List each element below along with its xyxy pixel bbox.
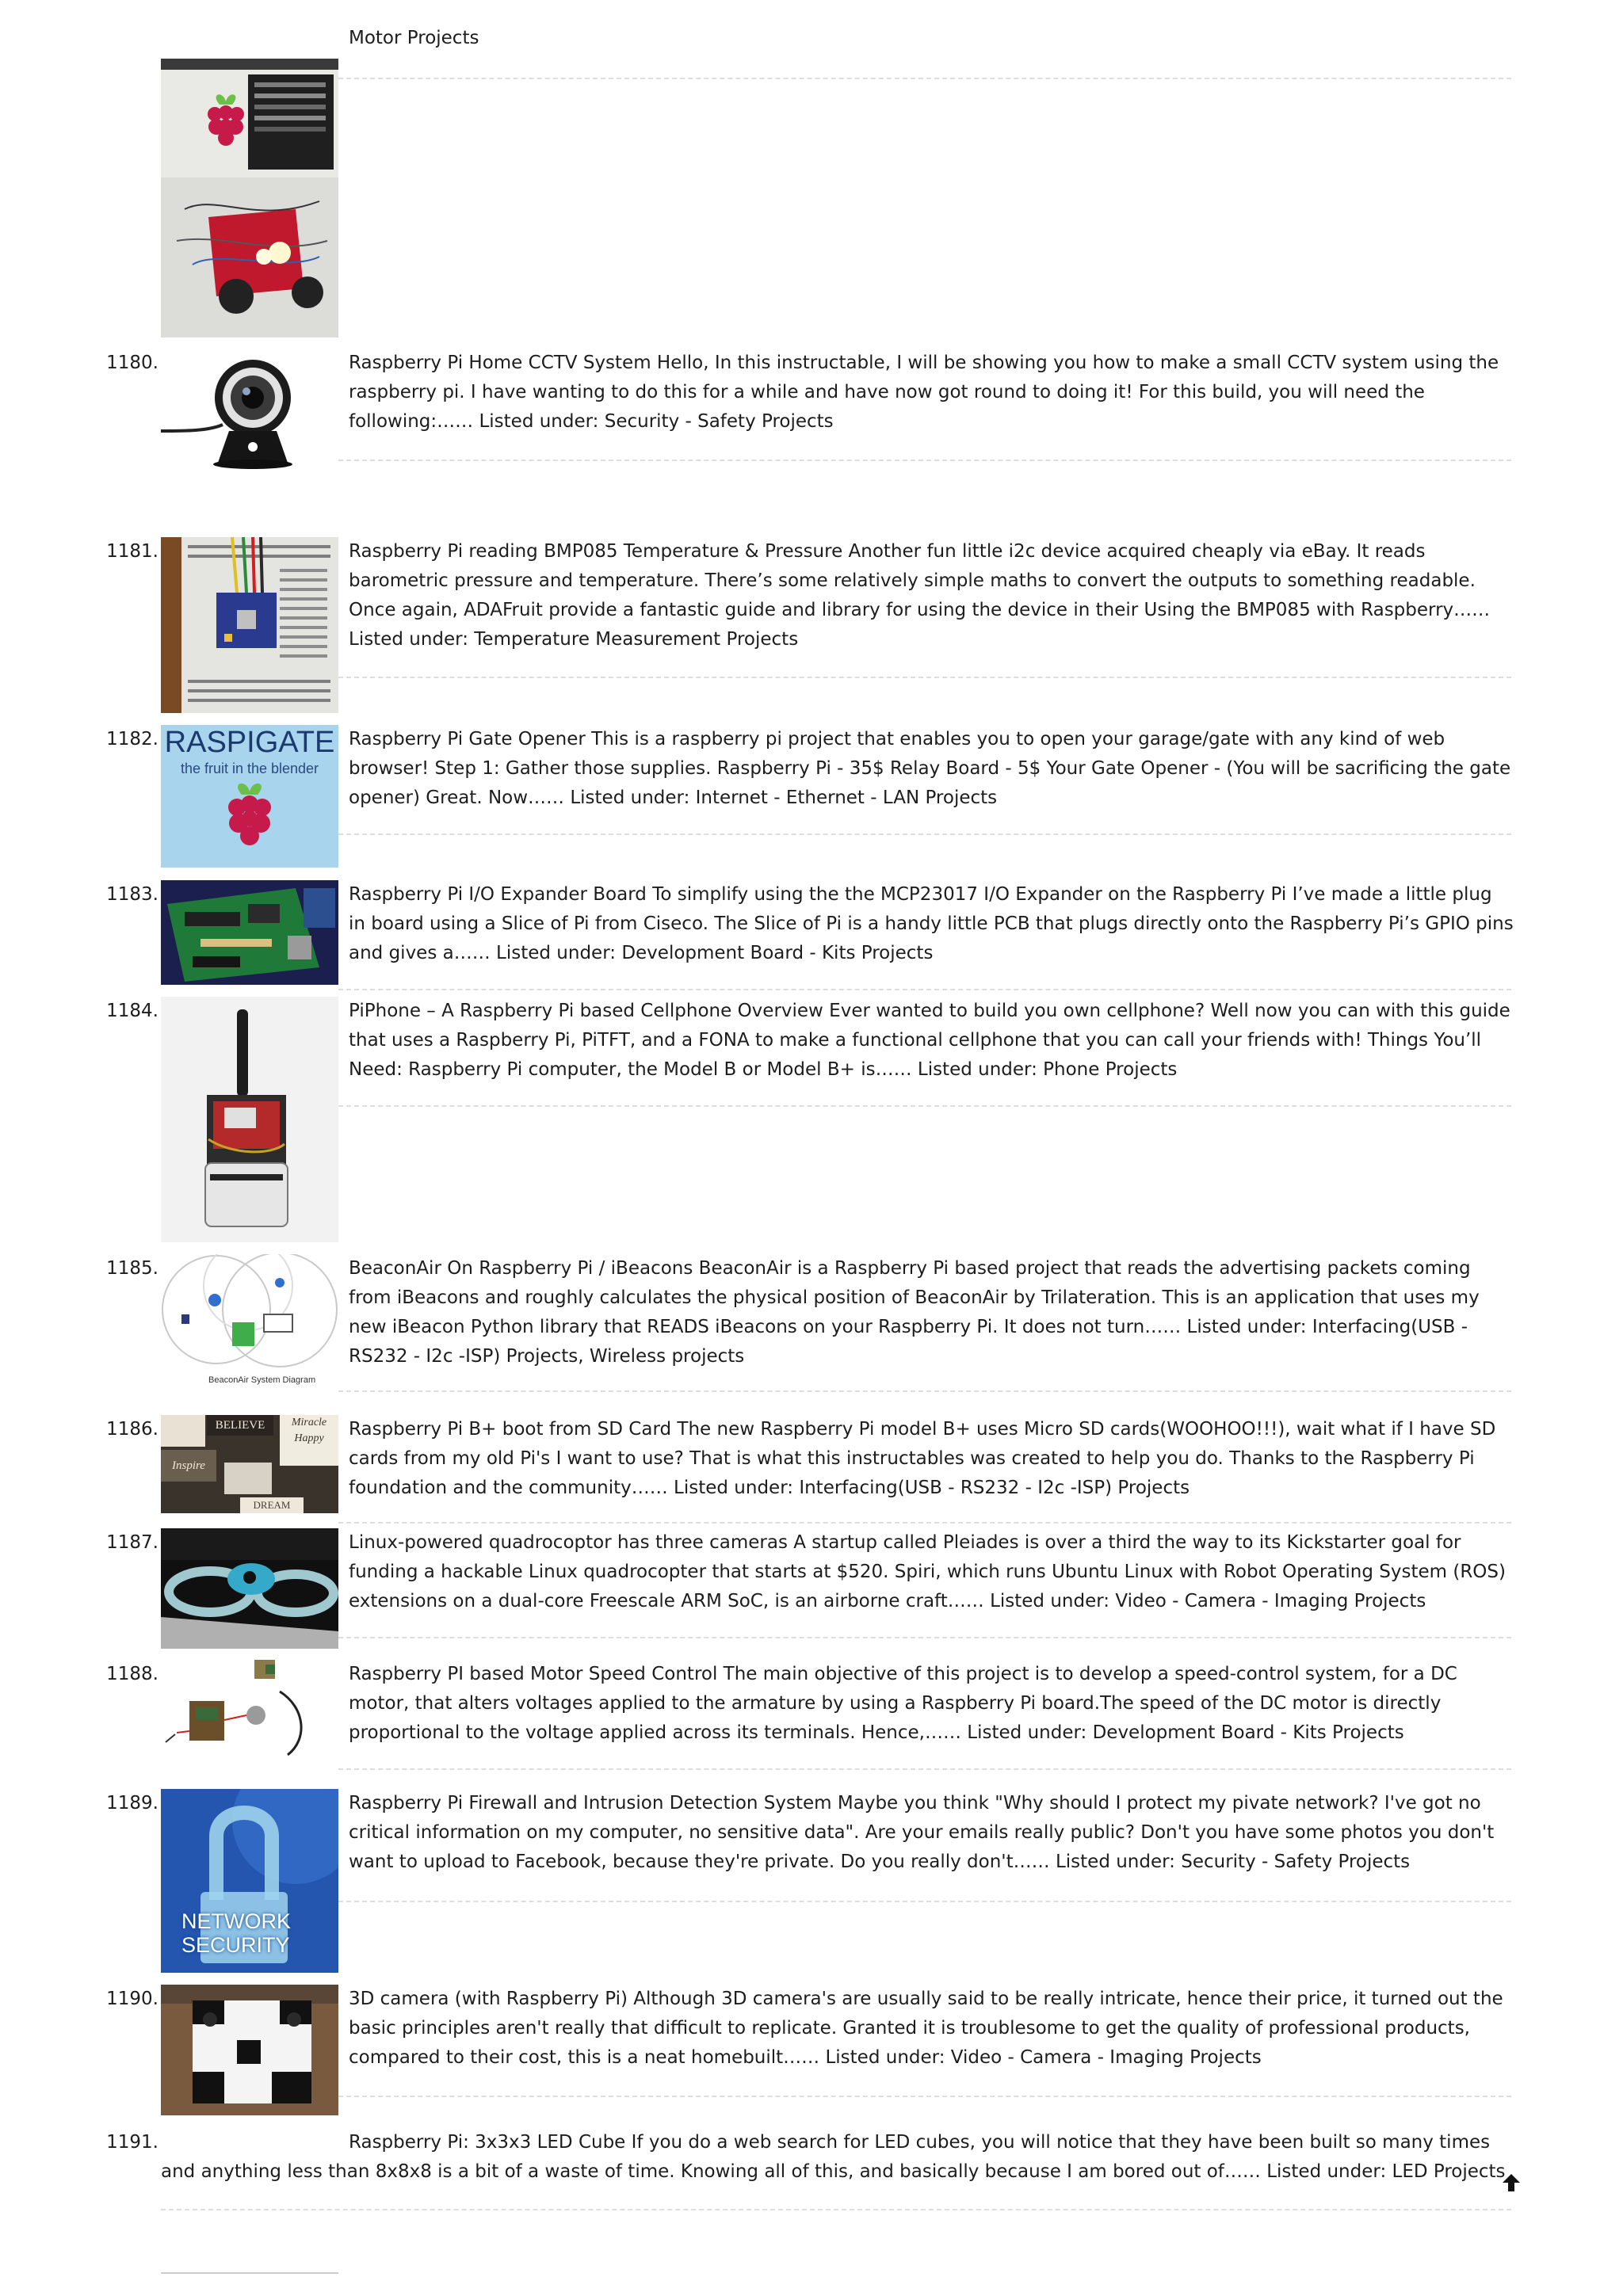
- raspberry-logo-icon: [161, 777, 338, 866]
- item-number: 1185.: [106, 1258, 158, 1279]
- item-divider: [338, 460, 1511, 461]
- item-description[interactable]: BeaconAir On Raspberry Pi / iBeacons BeaconAir is a Raspberry Pi based project that reads the advertising packets coming from iBeacons and roughly calculates the physical position of BeaconAir by Trilateration. This is an application that uses my new iBeacon Python library that READS iBeacons on your Raspberry Pi. It does not turn…… Listed under: Interfacing(USB - RS232 - I2c -ISP) Projects, Wireless projects: [349, 1258, 1480, 1367]
- card-block: [224, 1463, 272, 1494]
- item-number: 1189.: [106, 1793, 158, 1814]
- thumb-title: RASPIGATE: [164, 726, 335, 759]
- item-description[interactable]: Raspberry Pi I/O Expander Board To simplify using the the MCP23017 I/O Expander on the Raspberry Pi I’ve made a little plug in board using a Slice of Pi from Ciseco. The Slice of Pi is a handy little PCB that plugs directly onto the Raspberry Pi’s GPIO pins and gives a…… Listed under: Development Board - Kits Projects: [349, 884, 1514, 963]
- sign-block: [161, 1415, 205, 1447]
- item-description[interactable]: Linux-powered quadrocoptor has three cameras A startup called Pleiades is over a third the way to its Kickstarter goal for funding a hackable Linux quadrocopter that starts at $520. Spiri, which runs Ubuntu Linux with Robot Operating System (ROS) extensions on a dual-core Freescale ARM SoC, is an airborne craft…… Listed under: Video - Camera - Imaging Projects: [349, 1532, 1506, 1611]
- item-number: 1184.: [106, 1001, 158, 1021]
- item-divider: [338, 989, 1511, 990]
- motor-speed-control-image: [161, 1660, 338, 1763]
- item-description[interactable]: Motor Projects: [349, 28, 479, 48]
- item-thumbnail[interactable]: [161, 1660, 338, 1763]
- item-thumbnail[interactable]: [161, 1528, 338, 1649]
- arrow-up-icon: [1500, 2172, 1522, 2194]
- item-divider: [338, 78, 1511, 79]
- item-number: 1182.: [106, 729, 158, 749]
- item-divider: [338, 677, 1511, 678]
- thumb-subtitle: the fruit in the blender: [180, 761, 319, 776]
- item-divider: [161, 2209, 1511, 2210]
- thumb-word-line: Happy: [294, 1432, 324, 1444]
- item-thumbnail[interactable]: [161, 1415, 338, 1513]
- item-thumbnail[interactable]: [161, 1254, 338, 1389]
- breadboard-sensor-image: [161, 537, 338, 713]
- item-thumbnail[interactable]: [161, 880, 338, 985]
- thumb-caption: BeaconAir System Diagram: [208, 1375, 316, 1385]
- beacon-diagram-image: [161, 1254, 338, 1373]
- item-description[interactable]: Raspberry Pi reading BMP085 Temperature & Pressure Another fun little i2c device acquired cheaply via eBay. It reads barometric pressure and temperature. There’s some relatively simple maths to convert the outputs to something readable. Once again, ADAFruit provide a fantastic guide and library for using the device in their Using the BMP085 with Raspberry…… Listed under: Temperature Measurement Projects: [349, 541, 1491, 650]
- thumb-word: DREAM: [240, 1497, 304, 1513]
- thumb-word: BELIEVE: [207, 1415, 273, 1436]
- expander-board-image: [161, 880, 338, 985]
- item-number: 1183.: [106, 884, 158, 905]
- item-thumbnail[interactable]: [161, 352, 338, 471]
- item-divider: [338, 1522, 1511, 1524]
- robot-car-image: [161, 59, 338, 338]
- item-divider: [338, 1768, 1511, 1770]
- back-to-top-button[interactable]: [1500, 2172, 1522, 2194]
- item-divider: [338, 2096, 1511, 2097]
- item-thumbnail-robot[interactable]: [161, 59, 338, 338]
- item-number: 1190.: [106, 1989, 158, 2009]
- item-divider: [338, 833, 1511, 835]
- thumb-word: [280, 1415, 338, 1466]
- item-description[interactable]: 3D camera (with Raspberry Pi) Although 3D camera's are usually said to be really intricate, hence their price, it turned out the basic principles aren't really that difficult to replicate. Granted it is troublesome to get the quality of professional products, compared to their cost, this is a neat homebuilt…… Listed under: Video - Camera - Imaging Projects: [349, 1989, 1503, 2068]
- item-thumbnail[interactable]: [161, 997, 338, 1242]
- item-divider: [338, 1637, 1511, 1638]
- piphone-image: [161, 997, 338, 1242]
- item-number: 1188.: [106, 1664, 158, 1684]
- item-thumbnail[interactable]: [161, 1789, 338, 1973]
- thumb-word-line: Miracle: [291, 1417, 327, 1428]
- item-description[interactable]: Raspberry Pi Firewall and Intrusion Detection System Maybe you think "Why should I protect my pivate network? I've got no critical information on my computer, no sensitive data". Are your emails really public? Don't you have some photos you don't want to upload to Facebook, because they're private. Do you really don't…… Listed under: Security - Safety Projects: [349, 1793, 1495, 1872]
- item-thumbnail[interactable]: [161, 1985, 338, 2115]
- thumb-title: NETWORK SECURITY: [181, 1909, 291, 1957]
- item-number: 1191.: [106, 2132, 158, 2153]
- item-description[interactable]: PiPhone – A Raspberry Pi based Cellphone Overview Ever wanted to build you own cellphone? Well now you can with this guide that uses a Raspberry Pi, PiTFT, and a FONA to make a functional cellphone that you can call your friends with! Things You’ll Need: Raspberry Pi computer, the Model B or Model B+ is…… Listed under: Phone Projects: [349, 1001, 1510, 1080]
- item-divider: [338, 1105, 1511, 1107]
- webcam-image: [161, 352, 338, 471]
- item-thumbnail[interactable]: [161, 725, 338, 868]
- next-thumbnail-edge: [161, 2272, 338, 2274]
- item-description[interactable]: Raspberry Pi B+ boot from SD Card The new Raspberry Pi model B+ uses Micro SD cards(WOOHOO!!!), wait what if I have SD cards from my old Pi's I want to use? That is what this instructables was created to help you do. Thanks to the Raspberry Pi foundation and the community…… Listed under: Interfacing(USB - RS232 - I2c -ISP) Projects: [349, 1419, 1496, 1498]
- item-number: 1186.: [106, 1419, 158, 1440]
- 3d-camera-image: [161, 1985, 338, 2115]
- item-divider: [338, 1390, 1511, 1392]
- item-description[interactable]: Raspberry Pi Home CCTV System Hello, In this instructable, I will be showing you how to make a small CCTV system using the raspberry pi. I have wanting to do this for a while and have now got round to doing it! For this build, you will need the following:…… Listed under: Security - Safety Projects: [349, 353, 1499, 432]
- item-number: 1181.: [106, 541, 158, 562]
- item-description[interactable]: Raspberry Pi Gate Opener This is a raspberry pi project that enables you to open your garage/gate with any kind of web browser! Step 1: Gather those supplies. Raspberry Pi - 35$ Relay Board - 5$ Your Gate Opener - (You will be sacrificing the gate opener) Great. Now…… Listed under: Internet - Ethernet - LAN Projects: [349, 729, 1511, 808]
- item-number: 1187.: [106, 1532, 158, 1553]
- item-thumbnail[interactable]: [161, 537, 338, 713]
- item-description[interactable]: Raspberry PI based Motor Speed Control The main objective of this project is to develop a speed-control system, for a DC motor, that alters voltages applied to the armature by using a Raspberry Pi board.The speed of the DC motor is directly proportional to the voltage applied across its terminals. Hence,…… Listed under: Development Board - Kits Projects: [349, 1664, 1457, 1743]
- item-divider: [338, 1901, 1511, 1902]
- quadrocopter-image: [161, 1528, 338, 1649]
- item-description[interactable]: Raspberry Pi: 3x3x3 LED Cube If you do a web search for LED cubes, you will notice that they have been built so many times and anything less than 8x8x8 is a bit of a waste of time. Knowing all of this, and basically because I am bored out of…… Listed under: LED Projects: [161, 2132, 1506, 2182]
- item-number: 1180.: [106, 353, 158, 373]
- thumb-word: Inspire: [161, 1450, 216, 1482]
